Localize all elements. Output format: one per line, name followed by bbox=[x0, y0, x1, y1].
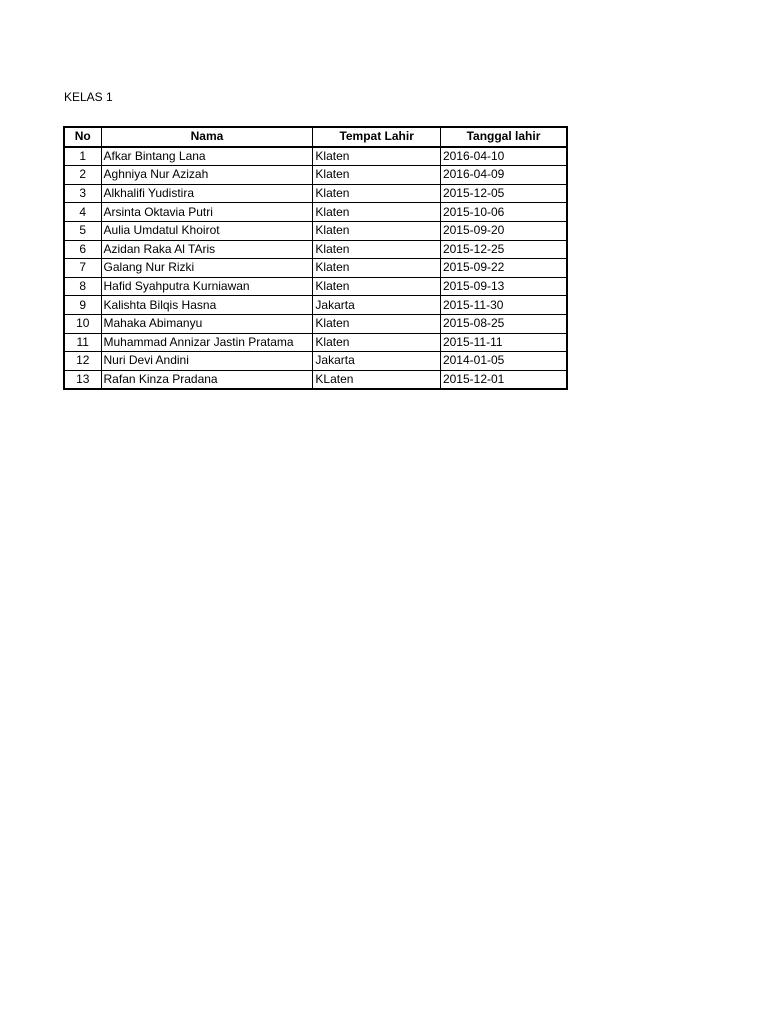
cell-no: 1 bbox=[64, 147, 101, 166]
table-header bbox=[64, 127, 567, 147]
table-body bbox=[64, 147, 567, 390]
table-row bbox=[64, 221, 567, 240]
cell-no: 5 bbox=[64, 221, 101, 240]
cell-nama: Rafan Kinza Pradana bbox=[101, 370, 313, 389]
cell-tanggal-lahir: 2015-11-30 bbox=[440, 296, 567, 315]
cell-nama: Muhammad Annizar Jastin Pratama bbox=[101, 333, 313, 352]
cell-tempat-lahir: Klaten bbox=[313, 203, 441, 222]
cell-tempat-lahir: Jakarta bbox=[313, 296, 441, 315]
cell-tempat-lahir: Klaten bbox=[313, 240, 441, 259]
cell-tanggal-lahir: 2016-04-09 bbox=[440, 166, 567, 185]
cell-no: 10 bbox=[64, 314, 101, 333]
table-row bbox=[64, 147, 567, 166]
cell-no: 7 bbox=[64, 259, 101, 278]
table-row bbox=[64, 166, 567, 185]
table-row bbox=[64, 296, 567, 315]
cell-tanggal-lahir: 2015-12-01 bbox=[440, 370, 567, 389]
cell-no: 12 bbox=[64, 352, 101, 371]
cell-nama: Afkar Bintang Lana bbox=[101, 147, 313, 166]
header-nama: Nama bbox=[101, 127, 313, 147]
cell-tempat-lahir: Klaten bbox=[313, 147, 441, 166]
cell-tanggal-lahir: 2015-12-25 bbox=[440, 240, 567, 259]
header-row bbox=[64, 127, 567, 147]
cell-tanggal-lahir: 2015-09-22 bbox=[440, 259, 567, 278]
cell-tempat-lahir: Jakarta bbox=[313, 352, 441, 371]
cell-no: 9 bbox=[64, 296, 101, 315]
cell-tanggal-lahir: 2015-08-25 bbox=[440, 314, 567, 333]
cell-tanggal-lahir: 2015-12-05 bbox=[440, 184, 567, 203]
cell-nama: Arsinta Oktavia Putri bbox=[101, 203, 313, 222]
table-row bbox=[64, 259, 567, 278]
table-row bbox=[64, 314, 567, 333]
cell-tanggal-lahir: 2016-04-10 bbox=[440, 147, 567, 166]
cell-tempat-lahir: Klaten bbox=[313, 184, 441, 203]
cell-tempat-lahir: KLaten bbox=[313, 370, 441, 389]
cell-tanggal-lahir: 2014-01-05 bbox=[440, 352, 567, 371]
cell-nama: Hafid Syahputra Kurniawan bbox=[101, 277, 313, 296]
cell-tanggal-lahir: 2015-11-11 bbox=[440, 333, 567, 352]
header-tempat-lahir: Tempat Lahir bbox=[313, 127, 441, 147]
header-no: No bbox=[64, 127, 101, 147]
table-row bbox=[64, 352, 567, 371]
cell-no: 3 bbox=[64, 184, 101, 203]
table-row bbox=[64, 240, 567, 259]
cell-nama: Nuri Devi Andini bbox=[101, 352, 313, 371]
cell-nama: Galang Nur Rizki bbox=[101, 259, 313, 278]
cell-tempat-lahir: Klaten bbox=[313, 277, 441, 296]
cell-no: 11 bbox=[64, 333, 101, 352]
cell-nama: Aulia Umdatul Khoirot bbox=[101, 221, 313, 240]
table-row bbox=[64, 203, 567, 222]
cell-tanggal-lahir: 2015-10-06 bbox=[440, 203, 567, 222]
header-tanggal-lahir: Tanggal lahir bbox=[440, 127, 567, 147]
cell-tempat-lahir: Klaten bbox=[313, 221, 441, 240]
student-table bbox=[63, 126, 568, 390]
cell-no: 8 bbox=[64, 277, 101, 296]
cell-tempat-lahir: Klaten bbox=[313, 166, 441, 185]
cell-nama: Azidan Raka Al TAris bbox=[101, 240, 313, 259]
cell-no: 6 bbox=[64, 240, 101, 259]
table-row bbox=[64, 370, 567, 389]
cell-tempat-lahir: Klaten bbox=[313, 314, 441, 333]
cell-nama: Kalishta Bilqis Hasna bbox=[101, 296, 313, 315]
cell-no: 2 bbox=[64, 166, 101, 185]
table-row bbox=[64, 277, 567, 296]
cell-tempat-lahir: Klaten bbox=[313, 333, 441, 352]
cell-nama: Mahaka Abimanyu bbox=[101, 314, 313, 333]
page-title: KELAS 1 bbox=[64, 90, 113, 104]
table-row bbox=[64, 333, 567, 352]
cell-tempat-lahir: Klaten bbox=[313, 259, 441, 278]
cell-no: 13 bbox=[64, 370, 101, 389]
cell-no: 4 bbox=[64, 203, 101, 222]
cell-tanggal-lahir: 2015-09-20 bbox=[440, 221, 567, 240]
cell-nama: Aghniya Nur Azizah bbox=[101, 166, 313, 185]
cell-nama: Alkhalifi Yudistira bbox=[101, 184, 313, 203]
cell-tanggal-lahir: 2015-09-13 bbox=[440, 277, 567, 296]
table-row bbox=[64, 184, 567, 203]
